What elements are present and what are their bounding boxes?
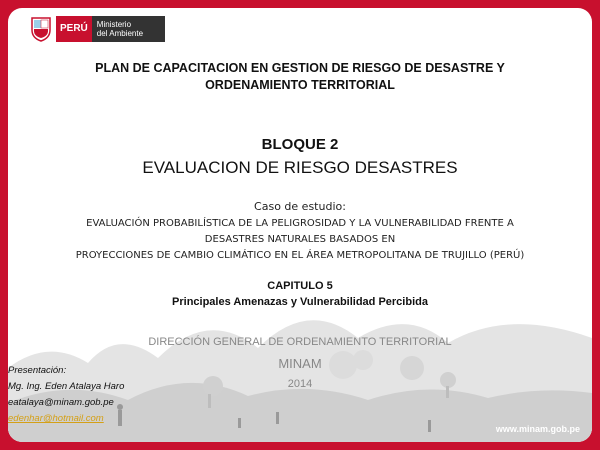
chapter-title: Principales Amenazas y Vulnerabilidad Percibida [172, 296, 428, 308]
website-url: www.minam.gob.pe [495, 424, 580, 434]
logo-ministry-line2: del Ambiente [96, 29, 144, 38]
bloque-heading: BLOQUE 2 [261, 136, 339, 153]
year-label: 2014 [287, 378, 313, 390]
ministry-logo [30, 16, 165, 42]
slide [8, 8, 592, 442]
case-study-heading: Caso de estudio: [254, 200, 346, 213]
logo-ministry-label [92, 16, 165, 42]
plan-title-line1: PLAN DE CAPACITACION EN GESTION DE RIESGO DE DESASTRE Y [95, 61, 505, 75]
presenter-email-link[interactable]: edenhar@hotmail.com [8, 413, 104, 424]
case-study-line3: PROYECCIONES DE CAMBIO CLIMÁTICO EN EL ÁREA METROPOLITANA DE TRUJILLO (PERÚ) [75, 250, 525, 261]
direction-label: DIRECCIÓN GENERAL DE ORDENAMIENTO TERRITORIAL [148, 336, 452, 348]
logo-country-label: PERÚ [56, 16, 92, 42]
logo-ministry-line1: Ministerio [96, 20, 132, 29]
plan-title-line2: ORDENAMIENTO TERRITORIAL [205, 78, 395, 92]
chapter-label: CAPITULO 5 [267, 280, 333, 292]
case-study-line1: EVALUACIÓN PROBABILÍSTICA DE LA PELIGROSIDAD Y LA VULNERABILIDAD FRENTE A [86, 218, 514, 229]
presenter-email: eatalaya@minam.gob.pe [8, 397, 114, 408]
presenter-label: Presentación: [8, 365, 67, 376]
presenter-block [8, 363, 158, 427]
org-label: MINAM [278, 356, 322, 371]
coat-of-arms-icon [30, 16, 52, 42]
case-study-text [38, 216, 562, 264]
presenter-name: Mg. Ing. Eden Atalaya Haro [8, 381, 125, 392]
plan-title [48, 60, 552, 94]
subtitle: EVALUACION DE RIESGO DESASTRES [142, 158, 458, 177]
case-study-line2: DESASTRES NATURALES BASADOS EN [204, 234, 396, 245]
